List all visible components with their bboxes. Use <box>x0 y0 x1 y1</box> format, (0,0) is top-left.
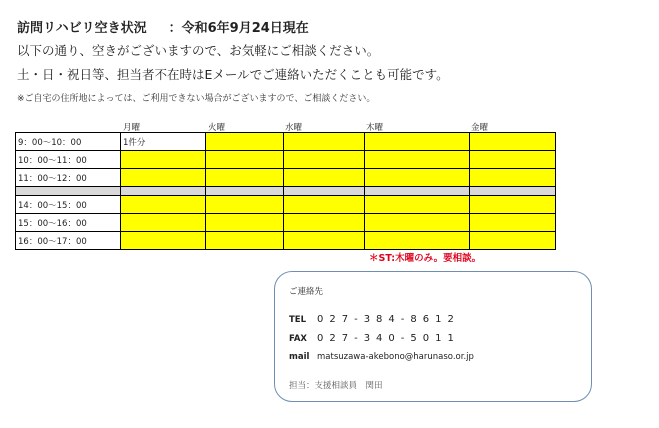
contact-heading: ご連絡先 <box>289 287 324 297</box>
table-row <box>16 232 556 250</box>
slot-cell <box>121 151 206 169</box>
separator-cell <box>284 187 365 196</box>
slot-cell <box>284 169 365 187</box>
contact-box <box>274 271 592 402</box>
day-thursday: 木曜 <box>366 123 384 133</box>
slot-cell <box>470 232 556 250</box>
slot-cell <box>121 169 206 187</box>
slot-cell <box>206 232 284 250</box>
slot-cell <box>470 151 556 169</box>
table-row <box>16 214 556 232</box>
lunch-separator-row <box>16 187 556 196</box>
slot-cell <box>206 169 284 187</box>
availability-table <box>15 132 556 250</box>
intro-line-2: 土・日・祝日等、担当者不在時はEメールでご連絡いただくことも可能です。 <box>17 67 449 82</box>
fax-row <box>289 333 460 344</box>
day-monday: 月曜 <box>123 123 141 133</box>
slot-cell <box>470 133 556 151</box>
slot-cell: 1件分 <box>121 133 206 151</box>
tel-label: TEL <box>289 315 307 325</box>
page-title <box>17 17 309 36</box>
separator-cell <box>206 187 284 196</box>
st-footnote: ＊ST:木曜のみ。要相談。 <box>369 253 482 264</box>
time-cell: 15：00〜16：00 <box>16 214 121 232</box>
slot-cell <box>206 214 284 232</box>
intro-line-1: 以下の通り、空きがございますので、お気軽にご相談ください。 <box>17 43 380 58</box>
day-friday: 金曜 <box>471 123 489 133</box>
slot-cell <box>470 169 556 187</box>
slot-cell <box>470 196 556 214</box>
table-row <box>16 133 556 151</box>
mail-address[interactable]: matsuzawa-akebono@harunaso.or.jp <box>317 352 474 362</box>
slot-cell <box>121 232 206 250</box>
slot-cell <box>284 196 365 214</box>
fax-label: FAX <box>289 334 307 344</box>
slot-cell <box>206 196 284 214</box>
slot-cell <box>121 214 206 232</box>
slot-cell <box>284 214 365 232</box>
slot-cell <box>470 214 556 232</box>
table-row <box>16 151 556 169</box>
separator-cell <box>121 187 206 196</box>
address-note: ※ご自宅の住所地によっては、ご利用できない場合がございますので、ご相談ください。 <box>17 94 376 104</box>
mail-label: mail <box>289 352 310 362</box>
slot-cell <box>206 133 284 151</box>
tel-row <box>289 314 460 325</box>
mail-row <box>289 352 474 362</box>
staff-line: 担当：支援相談員 関田 <box>289 381 383 391</box>
day-tuesday: 火曜 <box>208 123 226 133</box>
slot-cell <box>365 232 470 250</box>
separator-cell <box>16 187 121 196</box>
fax-number: 027-340-5011 <box>317 333 460 344</box>
day-wednesday: 水曜 <box>285 123 303 133</box>
slot-cell <box>284 232 365 250</box>
time-cell: 10：00〜11：00 <box>16 151 121 169</box>
slot-cell <box>206 151 284 169</box>
separator-cell <box>365 187 470 196</box>
title-date: ：令和6年9月24日現在 <box>168 21 309 36</box>
time-cell: 9：00〜10：00 <box>16 133 121 151</box>
slot-cell <box>284 133 365 151</box>
tel-number[interactable]: 027-384-8612 <box>317 314 460 325</box>
time-cell: 16：00〜17：00 <box>16 232 121 250</box>
slot-cell <box>284 151 365 169</box>
time-cell: 11：00〜12：00 <box>16 169 121 187</box>
time-cell: 14：00〜15：00 <box>16 196 121 214</box>
slot-cell <box>121 196 206 214</box>
slot-cell <box>365 133 470 151</box>
slot-cell <box>365 214 470 232</box>
table-row <box>16 169 556 187</box>
slot-cell <box>365 196 470 214</box>
separator-cell <box>470 187 556 196</box>
slot-cell <box>365 151 470 169</box>
slot-cell <box>365 169 470 187</box>
title-text: 訪問リハビリ空き状況 <box>17 21 147 36</box>
table-row <box>16 196 556 214</box>
